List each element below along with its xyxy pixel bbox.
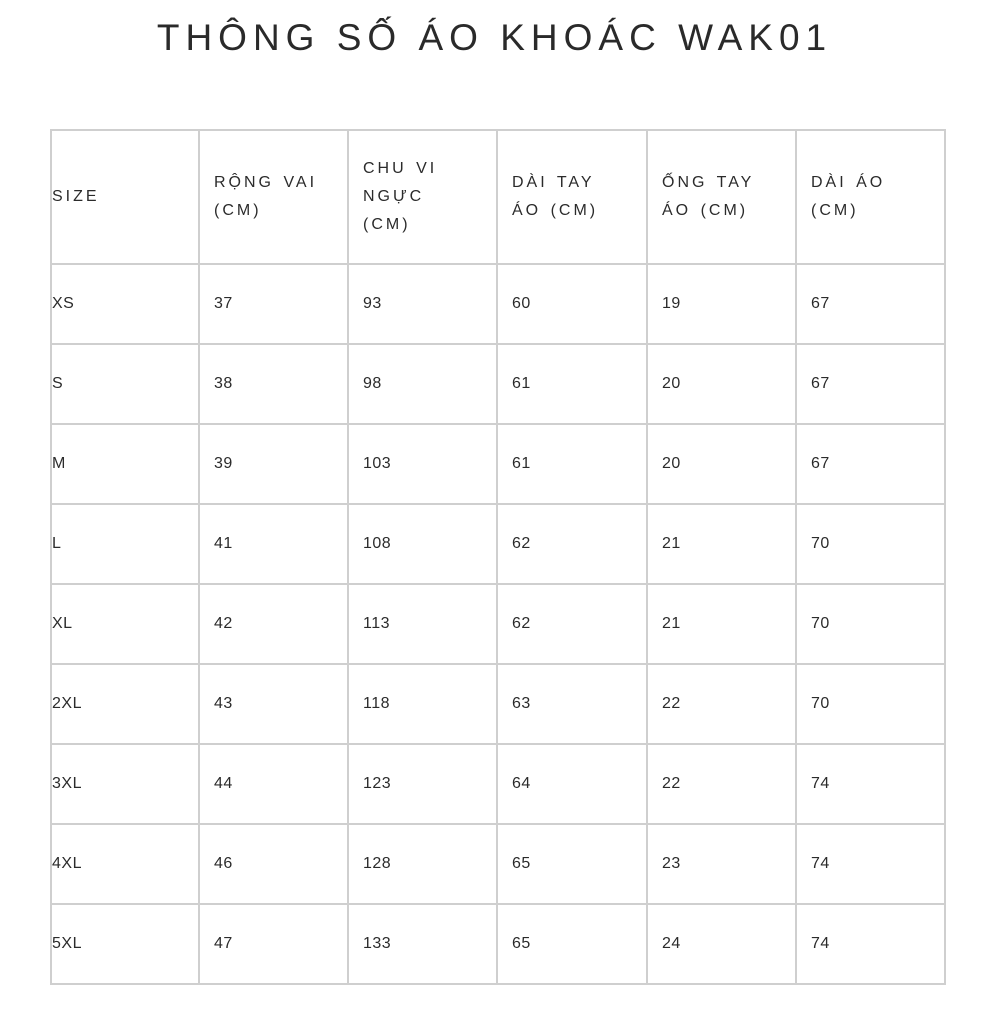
cell-body-length: 67 xyxy=(796,424,945,504)
cell-chest-circumference: 128 xyxy=(348,824,497,904)
cell-sleeve-opening: 21 xyxy=(647,504,796,584)
cell-body-length: 70 xyxy=(796,664,945,744)
table-row xyxy=(51,584,945,664)
table-header-row xyxy=(51,130,945,264)
cell-chest-circumference: 123 xyxy=(348,744,497,824)
table-row xyxy=(51,824,945,904)
header-shoulder-width: RỘNG VAI (CM) xyxy=(199,130,348,264)
cell-chest-circumference: 118 xyxy=(348,664,497,744)
table-row xyxy=(51,744,945,824)
cell-size: 3XL xyxy=(51,744,199,824)
cell-chest-circumference: 93 xyxy=(348,264,497,344)
cell-shoulder-width: 42 xyxy=(199,584,348,664)
cell-sleeve-length: 61 xyxy=(497,344,647,424)
cell-sleeve-opening: 22 xyxy=(647,744,796,824)
cell-sleeve-length: 65 xyxy=(497,904,647,984)
cell-shoulder-width: 38 xyxy=(199,344,348,424)
cell-sleeve-length: 62 xyxy=(497,504,647,584)
cell-size: 2XL xyxy=(51,664,199,744)
cell-body-length: 67 xyxy=(796,264,945,344)
cell-size: 5XL xyxy=(51,904,199,984)
header-body-length: DÀI ÁO (CM) xyxy=(796,130,945,264)
cell-size: XL xyxy=(51,584,199,664)
cell-shoulder-width: 43 xyxy=(199,664,348,744)
cell-shoulder-width: 47 xyxy=(199,904,348,984)
header-chest-circumference: CHU VI NGỰC (CM) xyxy=(348,130,497,264)
header-sleeve-opening: ỐNG TAY ÁO (CM) xyxy=(647,130,796,264)
cell-sleeve-opening: 21 xyxy=(647,584,796,664)
header-size: SIZE xyxy=(51,130,199,264)
cell-chest-circumference: 133 xyxy=(348,904,497,984)
cell-sleeve-opening: 20 xyxy=(647,424,796,504)
cell-chest-circumference: 98 xyxy=(348,344,497,424)
cell-size: L xyxy=(51,504,199,584)
cell-sleeve-length: 64 xyxy=(497,744,647,824)
cell-sleeve-opening: 20 xyxy=(647,344,796,424)
cell-sleeve-length: 60 xyxy=(497,264,647,344)
cell-size: S xyxy=(51,344,199,424)
table-row xyxy=(51,504,945,584)
page-title: THÔNG SỐ ÁO KHOÁC WAK01 xyxy=(156,17,833,58)
cell-sleeve-length: 65 xyxy=(497,824,647,904)
cell-sleeve-length: 62 xyxy=(497,584,647,664)
cell-body-length: 74 xyxy=(796,824,945,904)
size-chart-table xyxy=(50,129,946,985)
header-sleeve-length: DÀI TAY ÁO (CM) xyxy=(497,130,647,264)
cell-size: 4XL xyxy=(51,824,199,904)
cell-shoulder-width: 46 xyxy=(199,824,348,904)
cell-sleeve-opening: 19 xyxy=(647,264,796,344)
cell-chest-circumference: 103 xyxy=(348,424,497,504)
table-row xyxy=(51,344,945,424)
table-row xyxy=(51,424,945,504)
cell-sleeve-opening: 24 xyxy=(647,904,796,984)
cell-sleeve-opening: 22 xyxy=(647,664,796,744)
cell-chest-circumference: 113 xyxy=(348,584,497,664)
cell-sleeve-length: 63 xyxy=(497,664,647,744)
cell-shoulder-width: 44 xyxy=(199,744,348,824)
cell-shoulder-width: 39 xyxy=(199,424,348,504)
table-row xyxy=(51,664,945,744)
cell-shoulder-width: 37 xyxy=(199,264,348,344)
cell-body-length: 74 xyxy=(796,744,945,824)
cell-sleeve-length: 61 xyxy=(497,424,647,504)
table-row xyxy=(51,264,945,344)
cell-body-length: 67 xyxy=(796,344,945,424)
table-row xyxy=(51,904,945,984)
cell-shoulder-width: 41 xyxy=(199,504,348,584)
cell-body-length: 74 xyxy=(796,904,945,984)
cell-body-length: 70 xyxy=(796,504,945,584)
cell-chest-circumference: 108 xyxy=(348,504,497,584)
cell-body-length: 70 xyxy=(796,584,945,664)
cell-size: M xyxy=(51,424,199,504)
cell-sleeve-opening: 23 xyxy=(647,824,796,904)
cell-size: XS xyxy=(51,264,199,344)
